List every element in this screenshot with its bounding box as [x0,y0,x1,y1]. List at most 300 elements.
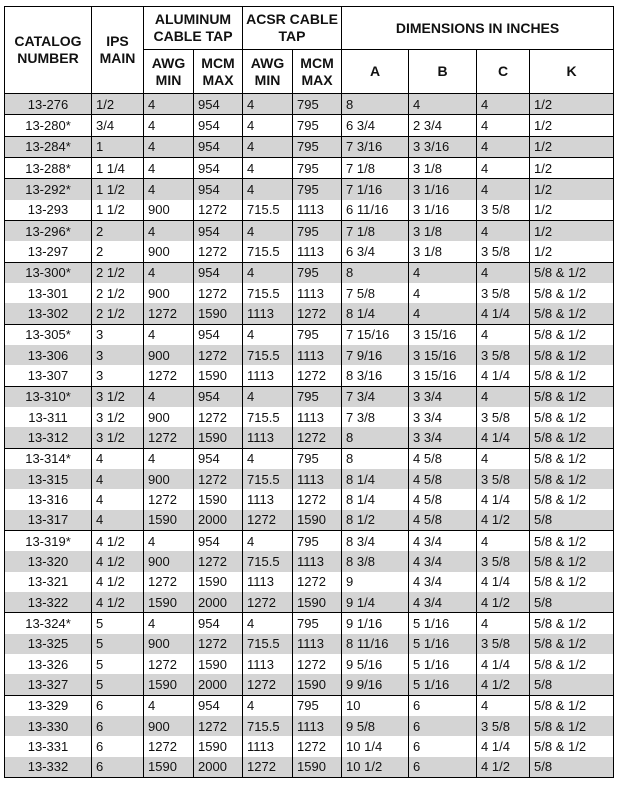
dimension-k-cell: 5/8 & 1/2 [530,407,614,427]
ips-main-cell: 6 [92,695,144,716]
aluminum-mcm-max-cell: 954 [194,695,243,716]
aluminum-awg-min-cell: 900 [144,200,194,221]
aluminum-awg-min-cell: 4 [144,262,194,283]
acsr-mcm-max-cell: 795 [293,386,342,407]
dimension-b-cell: 3 15/16 [409,365,477,386]
aluminum-mcm-max-cell: 954 [194,386,243,407]
dimension-b-cell: 4 3/4 [409,551,477,571]
acsr-awg-min-cell: 4 [243,448,293,469]
acsr-mcm-max-cell: 1590 [293,592,342,613]
aluminum-awg-min-cell: 1272 [144,654,194,674]
catalog-number-cell: 13-322 [5,592,92,613]
dimension-c-cell: 4 [477,613,530,634]
dimension-b-cell: 6 [409,736,477,756]
dimension-k-cell: 5/8 & 1/2 [530,469,614,489]
dimension-k-cell: 5/8 & 1/2 [530,716,614,736]
acsr-awg-min-cell: 1113 [243,654,293,674]
table-row [5,115,614,136]
catalog-number-cell: 13-330 [5,716,92,736]
acsr-awg-min-cell: 715.5 [243,407,293,427]
dimension-c-cell: 3 5/8 [477,283,530,303]
dimension-k-cell: 1/2 [530,179,614,200]
dimension-k-cell: 5/8 & 1/2 [530,365,614,386]
table-row [5,303,614,324]
acsr-mcm-max-cell: 795 [293,157,342,178]
dimension-k-cell: 5/8 [530,674,614,695]
dimension-c-cell: 4 1/4 [477,736,530,756]
dimension-c-cell: 3 5/8 [477,716,530,736]
dimension-b-cell: 3 3/4 [409,407,477,427]
acsr-mcm-max-cell: 795 [293,115,342,136]
aluminum-awg-min-cell: 1590 [144,510,194,531]
catalog-number-cell: 13-284* [5,136,92,157]
dimension-k-cell: 5/8 & 1/2 [530,386,614,407]
acsr-mcm-max-cell: 795 [293,262,342,283]
aluminum-awg-min-cell: 1272 [144,572,194,592]
dimension-k-cell: 1/2 [530,157,614,178]
ips-main-cell: 1 1/4 [92,157,144,178]
dimension-b-cell: 3 15/16 [409,324,477,345]
aluminum-awg-min-cell: 4 [144,220,194,241]
dimension-c-cell: 3 5/8 [477,200,530,221]
dimension-k-cell: 1/2 [530,115,614,136]
aluminum-awg-min-cell: 900 [144,551,194,571]
dimension-c-cell: 4 [477,157,530,178]
acsr-awg-min-cell: 1113 [243,736,293,756]
catalog-number-cell: 13-312 [5,427,92,448]
table-row [5,674,614,695]
acsr-awg-min-cell: 715.5 [243,200,293,221]
table-row [5,407,614,427]
ips-main-cell: 5 [92,634,144,654]
dimension-b-cell: 4 3/4 [409,592,477,613]
catalog-number-cell: 13-317 [5,510,92,531]
dimension-k-cell: 5/8 [530,592,614,613]
aluminum-awg-min-cell: 1272 [144,489,194,509]
acsr-mcm-max-cell: 795 [293,94,342,115]
dimension-a-cell: 6 11/16 [342,200,409,221]
catalog-dimensions-table [4,6,614,778]
dimension-a-cell: 10 [342,695,409,716]
table-row [5,613,614,634]
acsr-awg-min-cell: 4 [243,115,293,136]
catalog-number-cell: 13-305* [5,324,92,345]
catalog-number-cell: 13-325 [5,634,92,654]
dimension-a-cell: 7 1/8 [342,157,409,178]
dimension-a-header: A [342,50,409,94]
dimension-k-cell: 1/2 [530,241,614,262]
aluminum-mcm-max-cell: 1590 [194,654,243,674]
dimension-a-cell: 10 1/2 [342,757,409,778]
catalog-number-cell: 13-327 [5,674,92,695]
acsr-awg-min-cell: 4 [243,386,293,407]
acsr-awg-min-cell: 715.5 [243,716,293,736]
catalog-number-cell: 13-324* [5,613,92,634]
acsr-awg-min-cell: 715.5 [243,634,293,654]
dimension-a-cell: 9 1/4 [342,592,409,613]
dimension-b-cell: 4 [409,283,477,303]
catalog-number-cell: 13-296* [5,220,92,241]
ips-main-cell: 4 1/2 [92,530,144,551]
acsr-mcm-max-cell: 1272 [293,489,342,509]
acsr-mcm-max-cell: 1272 [293,654,342,674]
aluminum-mcm-max-header: MCM MAX [194,50,243,94]
acsr-mcm-max-cell: 795 [293,179,342,200]
aluminum-awg-min-cell: 4 [144,136,194,157]
aluminum-mcm-max-cell: 1272 [194,716,243,736]
table-row [5,592,614,613]
ips-main-cell: 1 [92,136,144,157]
dimension-b-cell: 3 1/16 [409,179,477,200]
dimension-k-cell: 5/8 & 1/2 [530,303,614,324]
dimension-a-cell: 9 5/8 [342,716,409,736]
dimension-k-cell: 5/8 & 1/2 [530,448,614,469]
dimension-k-cell: 5/8 & 1/2 [530,324,614,345]
dimension-k-cell: 5/8 & 1/2 [530,283,614,303]
dimension-a-cell: 7 5/8 [342,283,409,303]
aluminum-mcm-max-cell: 1272 [194,200,243,221]
aluminum-awg-min-cell: 4 [144,695,194,716]
dimension-k-cell: 5/8 & 1/2 [530,572,614,592]
dimension-c-cell: 4 [477,324,530,345]
acsr-awg-min-cell: 4 [243,136,293,157]
table-row [5,716,614,736]
aluminum-mcm-max-cell: 954 [194,613,243,634]
acsr-mcm-max-cell: 795 [293,324,342,345]
dimension-c-cell: 4 [477,220,530,241]
dimension-a-cell: 8 3/8 [342,551,409,571]
dimension-k-cell: 5/8 & 1/2 [530,530,614,551]
ips-main-cell: 4 [92,448,144,469]
dimension-k-cell: 5/8 [530,757,614,778]
dimension-b-cell: 4 3/4 [409,572,477,592]
table-row [5,427,614,448]
aluminum-awg-min-cell: 1272 [144,736,194,756]
acsr-awg-min-cell: 1113 [243,303,293,324]
dimension-c-cell: 4 1/4 [477,654,530,674]
dimension-k-cell: 1/2 [530,220,614,241]
acsr-awg-min-cell: 715.5 [243,345,293,365]
dimension-c-cell: 4 1/4 [477,303,530,324]
table-row [5,634,614,654]
acsr-mcm-max-header: MCM MAX [293,50,342,94]
dimension-b-cell: 3 3/4 [409,386,477,407]
table-row [5,530,614,551]
aluminum-mcm-max-cell: 2000 [194,592,243,613]
dimension-k-header: K [530,50,614,94]
acsr-awg-min-cell: 715.5 [243,551,293,571]
dimension-c-cell: 4 [477,695,530,716]
ips-main-header: IPS MAIN [92,7,144,94]
dimension-c-cell: 4 1/4 [477,365,530,386]
dimension-c-cell: 4 [477,262,530,283]
table-row [5,200,614,221]
dimension-c-cell: 4 1/4 [477,572,530,592]
aluminum-awg-min-cell: 4 [144,179,194,200]
ips-main-cell: 3 [92,365,144,386]
acsr-awg-min-cell: 4 [243,94,293,115]
ips-main-cell: 3 1/2 [92,386,144,407]
aluminum-awg-min-cell: 900 [144,469,194,489]
dimension-k-cell: 5/8 & 1/2 [530,345,614,365]
ips-main-cell: 3/4 [92,115,144,136]
table-row [5,345,614,365]
aluminum-mcm-max-cell: 1590 [194,489,243,509]
catalog-number-cell: 13-310* [5,386,92,407]
dimension-k-cell: 5/8 & 1/2 [530,654,614,674]
table-row [5,136,614,157]
aluminum-awg-min-cell: 900 [144,345,194,365]
table-row [5,551,614,571]
aluminum-awg-min-cell: 900 [144,407,194,427]
dimension-a-cell: 8 [342,448,409,469]
acsr-mcm-max-cell: 795 [293,448,342,469]
ips-main-cell: 6 [92,716,144,736]
ips-main-cell: 1 1/2 [92,200,144,221]
dimension-b-header: B [409,50,477,94]
dimension-b-cell: 3 3/16 [409,136,477,157]
ips-main-cell: 6 [92,757,144,778]
dimension-a-cell: 9 5/16 [342,654,409,674]
table-row [5,489,614,509]
acsr-awg-min-cell: 1272 [243,674,293,695]
table-row [5,157,614,178]
dimension-c-header: C [477,50,530,94]
catalog-number-cell: 13-316 [5,489,92,509]
dimension-b-cell: 3 15/16 [409,345,477,365]
catalog-number-cell: 13-314* [5,448,92,469]
table-row [5,220,614,241]
aluminum-awg-min-cell: 4 [144,613,194,634]
table-row [5,241,614,262]
dimension-c-cell: 3 5/8 [477,551,530,571]
dimension-k-cell: 1/2 [530,94,614,115]
aluminum-awg-min-cell: 4 [144,324,194,345]
acsr-mcm-max-cell: 1113 [293,200,342,221]
catalog-number-cell: 13-321 [5,572,92,592]
header-row-top [5,7,614,50]
table-row [5,94,614,115]
acsr-awg-min-cell: 1272 [243,510,293,531]
ips-main-cell: 1 1/2 [92,179,144,200]
dimension-a-cell: 9 9/16 [342,674,409,695]
catalog-number-cell: 13-292* [5,179,92,200]
dimension-k-cell: 5/8 & 1/2 [530,613,614,634]
aluminum-awg-min-cell: 1590 [144,757,194,778]
dimension-c-cell: 4 1/2 [477,510,530,531]
acsr-awg-min-cell: 715.5 [243,241,293,262]
acsr-mcm-max-cell: 795 [293,136,342,157]
aluminum-mcm-max-cell: 1590 [194,572,243,592]
aluminum-awg-min-cell: 4 [144,157,194,178]
aluminum-mcm-max-cell: 954 [194,220,243,241]
catalog-number-cell: 13-315 [5,469,92,489]
aluminum-mcm-max-cell: 1590 [194,427,243,448]
dimension-k-cell: 5/8 & 1/2 [530,427,614,448]
aluminum-mcm-max-cell: 1272 [194,469,243,489]
dimension-c-cell: 4 [477,136,530,157]
acsr-awg-min-cell: 4 [243,695,293,716]
ips-main-cell: 2 1/2 [92,262,144,283]
aluminum-mcm-max-cell: 1272 [194,407,243,427]
acsr-mcm-max-cell: 1272 [293,572,342,592]
aluminum-mcm-max-cell: 954 [194,179,243,200]
aluminum-awg-min-cell: 4 [144,530,194,551]
table-row [5,510,614,531]
acsr-awg-min-cell: 1113 [243,489,293,509]
dimension-a-cell: 8 [342,427,409,448]
dimension-a-cell: 9 [342,572,409,592]
catalog-number-cell: 13-276 [5,94,92,115]
catalog-number-cell: 13-311 [5,407,92,427]
catalog-number-cell: 13-307 [5,365,92,386]
acsr-awg-min-cell: 4 [243,220,293,241]
dimension-a-cell: 8 [342,94,409,115]
dimension-b-cell: 4 [409,94,477,115]
table-row [5,179,614,200]
aluminum-awg-min-cell: 1590 [144,674,194,695]
catalog-number-cell: 13-326 [5,654,92,674]
aluminum-mcm-max-cell: 954 [194,115,243,136]
dimension-a-cell: 7 3/8 [342,407,409,427]
acsr-mcm-max-cell: 795 [293,220,342,241]
table-row [5,695,614,716]
dimension-b-cell: 4 5/8 [409,489,477,509]
dimension-a-cell: 6 3/4 [342,115,409,136]
acsr-mcm-max-cell: 1113 [293,469,342,489]
dimension-b-cell: 3 1/16 [409,200,477,221]
ips-main-cell: 3 [92,345,144,365]
acsr-awg-min-cell: 4 [243,179,293,200]
ips-main-cell: 5 [92,613,144,634]
dimension-a-cell: 8 11/16 [342,634,409,654]
aluminum-mcm-max-cell: 954 [194,530,243,551]
dimension-b-cell: 4 [409,262,477,283]
ips-main-cell: 4 [92,489,144,509]
dimension-b-cell: 3 1/8 [409,220,477,241]
acsr-mcm-max-cell: 1272 [293,303,342,324]
dimension-a-cell: 7 3/16 [342,136,409,157]
ips-main-cell: 3 [92,324,144,345]
catalog-number-cell: 13-288* [5,157,92,178]
aluminum-mcm-max-cell: 1590 [194,736,243,756]
aluminum-mcm-max-cell: 1272 [194,241,243,262]
aluminum-awg-min-cell: 4 [144,448,194,469]
dimension-b-cell: 4 5/8 [409,448,477,469]
acsr-mcm-max-cell: 1113 [293,241,342,262]
dimension-a-cell: 7 15/16 [342,324,409,345]
catalog-number-cell: 13-300* [5,262,92,283]
dimension-a-cell: 7 1/8 [342,220,409,241]
table-row [5,654,614,674]
dimension-c-cell: 4 [477,530,530,551]
dimension-c-cell: 4 1/4 [477,427,530,448]
dimension-a-cell: 7 3/4 [342,386,409,407]
dimension-c-cell: 4 [477,94,530,115]
catalog-number-cell: 13-320 [5,551,92,571]
acsr-awg-min-cell: 715.5 [243,283,293,303]
ips-main-cell: 3 1/2 [92,427,144,448]
aluminum-cable-tap-header: ALUMINUM CABLE TAP [144,7,243,50]
acsr-mcm-max-cell: 1113 [293,551,342,571]
aluminum-awg-min-cell: 1590 [144,592,194,613]
dimension-a-cell: 7 9/16 [342,345,409,365]
acsr-awg-min-cell: 1113 [243,572,293,592]
acsr-mcm-max-cell: 1113 [293,634,342,654]
ips-main-cell: 4 [92,469,144,489]
ips-main-cell: 2 [92,241,144,262]
dimension-c-cell: 3 5/8 [477,241,530,262]
dimension-c-cell: 4 [477,115,530,136]
catalog-number-cell: 13-302 [5,303,92,324]
table-row [5,386,614,407]
aluminum-mcm-max-cell: 2000 [194,510,243,531]
dimension-k-cell: 5/8 [530,510,614,531]
catalog-number-cell: 13-332 [5,757,92,778]
dimension-b-cell: 6 [409,716,477,736]
acsr-mcm-max-cell: 795 [293,613,342,634]
dimension-k-cell: 5/8 & 1/2 [530,634,614,654]
ips-main-cell: 2 [92,220,144,241]
dimension-a-cell: 7 1/16 [342,179,409,200]
aluminum-awg-min-cell: 1272 [144,365,194,386]
aluminum-mcm-max-cell: 954 [194,448,243,469]
catalog-number-cell: 13-297 [5,241,92,262]
acsr-awg-min-cell: 1113 [243,427,293,448]
dimension-k-cell: 1/2 [530,136,614,157]
table-row [5,365,614,386]
aluminum-awg-min-cell: 4 [144,94,194,115]
table-row [5,283,614,303]
table-row [5,262,614,283]
ips-main-cell: 5 [92,654,144,674]
ips-main-cell: 5 [92,674,144,695]
acsr-mcm-max-cell: 795 [293,695,342,716]
acsr-awg-min-cell: 4 [243,530,293,551]
aluminum-mcm-max-cell: 954 [194,94,243,115]
catalog-number-cell: 13-293 [5,200,92,221]
aluminum-mcm-max-cell: 1272 [194,345,243,365]
dimension-b-cell: 4 [409,303,477,324]
aluminum-awg-min-cell: 1272 [144,427,194,448]
table-row [5,324,614,345]
dimension-a-cell: 8 1/2 [342,510,409,531]
catalog-number-cell: 13-301 [5,283,92,303]
catalog-number-cell: 13-329 [5,695,92,716]
dimension-b-cell: 3 1/8 [409,241,477,262]
dimension-b-cell: 3 1/8 [409,157,477,178]
acsr-mcm-max-cell: 1590 [293,757,342,778]
ips-main-cell: 4 1/2 [92,551,144,571]
dimension-a-cell: 10 1/4 [342,736,409,756]
aluminum-awg-min-cell: 900 [144,634,194,654]
aluminum-mcm-max-cell: 2000 [194,674,243,695]
dimension-k-cell: 5/8 & 1/2 [530,736,614,756]
dimension-c-cell: 4 1/4 [477,489,530,509]
dimension-a-cell: 8 [342,262,409,283]
dimension-b-cell: 5 1/16 [409,613,477,634]
dimension-c-cell: 4 1/2 [477,674,530,695]
aluminum-mcm-max-cell: 1272 [194,551,243,571]
aluminum-awg-min-cell: 900 [144,283,194,303]
aluminum-mcm-max-cell: 1590 [194,365,243,386]
ips-main-cell: 1/2 [92,94,144,115]
dimension-a-cell: 8 1/4 [342,469,409,489]
aluminum-mcm-max-cell: 1272 [194,283,243,303]
dimension-k-cell: 1/2 [530,200,614,221]
acsr-mcm-max-cell: 1590 [293,510,342,531]
dimension-c-cell: 4 [477,179,530,200]
